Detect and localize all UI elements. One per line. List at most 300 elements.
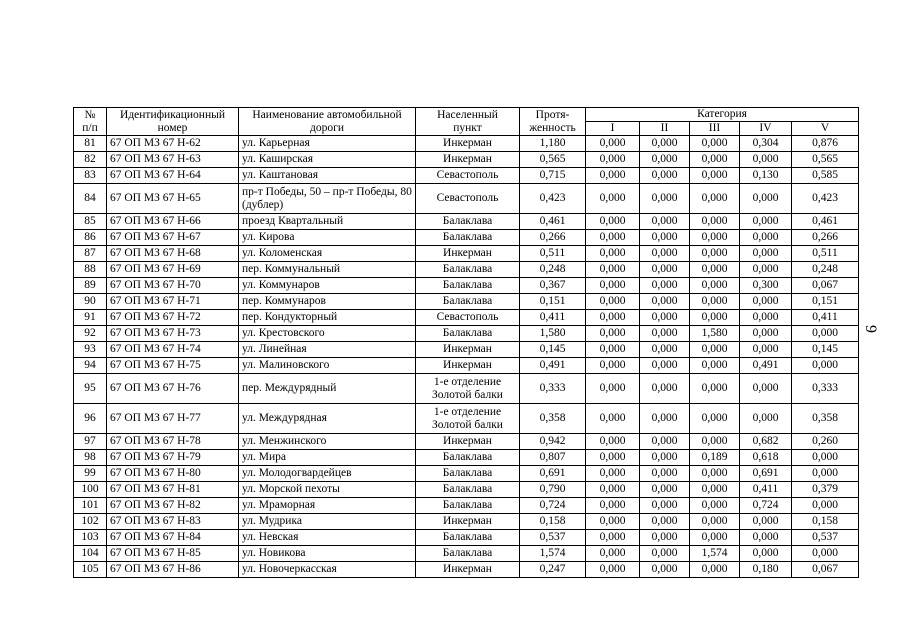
category-iii-cell: 0,000 <box>690 498 740 514</box>
length-cell: 0,358 <box>520 404 586 434</box>
settlement-cell: Инкерман <box>416 562 520 578</box>
table-row <box>74 326 859 342</box>
row-number-cell: 95 <box>74 374 107 404</box>
settlement-cell: Балаклава <box>416 482 520 498</box>
row-number-cell: 92 <box>74 326 107 342</box>
category-v-cell: 0,423 <box>792 184 859 214</box>
table-row <box>74 214 859 230</box>
category-v-cell: 0,248 <box>792 262 859 278</box>
category-ii-cell: 0,000 <box>640 404 690 434</box>
category-iii-cell: 0,000 <box>690 530 740 546</box>
road-name-cell: ул. Коломенская <box>239 246 416 262</box>
header-category-iv: IV <box>740 122 792 136</box>
settlement-cell: Севастополь <box>416 168 520 184</box>
row-number-cell: 97 <box>74 434 107 450</box>
table-row <box>74 434 859 450</box>
category-i-cell: 0,000 <box>586 214 640 230</box>
row-number-cell: 94 <box>74 358 107 374</box>
category-v-cell: 0,876 <box>792 136 859 152</box>
category-i-cell: 0,000 <box>586 278 640 294</box>
table-row <box>74 450 859 466</box>
road-name-cell: ул. Каштановая <box>239 168 416 184</box>
header-settlement-line2: пункт <box>453 121 482 134</box>
road-name-cell: ул. Карьерная <box>239 136 416 152</box>
header-category-ii: II <box>640 122 690 136</box>
settlement-cell: Инкерман <box>416 246 520 262</box>
road-name-cell: ул. Новикова <box>239 546 416 562</box>
table-row <box>74 136 859 152</box>
road-name-cell: пер. Коммунаров <box>239 294 416 310</box>
table-row <box>74 546 859 562</box>
category-v-cell: 0,461 <box>792 214 859 230</box>
category-i-cell: 0,000 <box>586 136 640 152</box>
category-v-cell: 0,411 <box>792 310 859 326</box>
length-cell: 0,367 <box>520 278 586 294</box>
category-ii-cell: 0,000 <box>640 498 690 514</box>
row-number-cell: 105 <box>74 562 107 578</box>
length-cell: 0,248 <box>520 262 586 278</box>
road-name-cell: проезд Квартальный <box>239 214 416 230</box>
row-number-cell: 99 <box>74 466 107 482</box>
row-number-cell: 90 <box>74 294 107 310</box>
road-id-cell: 67 ОП МЗ 67 Н-85 <box>107 546 239 562</box>
settlement-cell: Балаклава <box>416 326 520 342</box>
category-iv-cell: 0,000 <box>740 404 792 434</box>
category-iii-cell: 1,580 <box>690 326 740 342</box>
category-ii-cell: 0,000 <box>640 326 690 342</box>
category-iv-cell: 0,682 <box>740 434 792 450</box>
settlement-cell: Балаклава <box>416 466 520 482</box>
category-iv-cell: 0,304 <box>740 136 792 152</box>
road-name-cell: ул. Крестовского <box>239 326 416 342</box>
category-iii-cell: 0,000 <box>690 342 740 358</box>
header-length-line2: женность <box>529 121 576 134</box>
row-number-cell: 98 <box>74 450 107 466</box>
category-iv-cell: 0,300 <box>740 278 792 294</box>
header-category-i: I <box>586 122 640 136</box>
road-name-cell: ул. Линейная <box>239 342 416 358</box>
settlement-cell: Балаклава <box>416 530 520 546</box>
length-cell: 0,333 <box>520 374 586 404</box>
length-cell: 0,724 <box>520 498 586 514</box>
category-iv-cell: 0,000 <box>740 374 792 404</box>
row-number-cell: 86 <box>74 230 107 246</box>
road-name-cell: ул. Невская <box>239 530 416 546</box>
category-v-cell: 0,000 <box>792 326 859 342</box>
category-iv-cell: 0,411 <box>740 482 792 498</box>
row-number-cell: 91 <box>74 310 107 326</box>
road-id-cell: 67 ОП МЗ 67 Н-86 <box>107 562 239 578</box>
category-i-cell: 0,000 <box>586 434 640 450</box>
length-cell: 0,145 <box>520 342 586 358</box>
length-cell: 0,715 <box>520 168 586 184</box>
category-iii-cell: 0,000 <box>690 514 740 530</box>
settlement-cell: Инкерман <box>416 434 520 450</box>
road-id-cell: 67 ОП МЗ 67 Н-66 <box>107 214 239 230</box>
row-number-cell: 87 <box>74 246 107 262</box>
category-i-cell: 0,000 <box>586 342 640 358</box>
category-ii-cell: 0,000 <box>640 262 690 278</box>
category-v-cell: 0,511 <box>792 246 859 262</box>
category-iv-cell: 0,000 <box>740 246 792 262</box>
category-iv-cell: 0,000 <box>740 342 792 358</box>
row-number-cell: 101 <box>74 498 107 514</box>
category-iv-cell: 0,000 <box>740 326 792 342</box>
length-cell: 0,247 <box>520 562 586 578</box>
settlement-cell: Инкерман <box>416 514 520 530</box>
category-iii-cell: 0,000 <box>690 136 740 152</box>
category-iii-cell: 1,574 <box>690 546 740 562</box>
category-i-cell: 0,000 <box>586 482 640 498</box>
road-id-cell: 67 ОП МЗ 67 Н-65 <box>107 184 239 214</box>
table-row <box>74 530 859 546</box>
settlement-cell: Инкерман <box>416 358 520 374</box>
category-ii-cell: 0,000 <box>640 482 690 498</box>
table-row <box>74 246 859 262</box>
road-id-cell: 67 ОП МЗ 67 Н-72 <box>107 310 239 326</box>
header-number-line2: п/п <box>82 121 98 134</box>
road-id-cell: 67 ОП МЗ 67 Н-77 <box>107 404 239 434</box>
road-id-cell: 67 ОП МЗ 67 Н-75 <box>107 358 239 374</box>
road-name-cell: пр-т Победы, 50 – пр-т Победы, 80 (дублер) <box>239 184 416 214</box>
road-id-cell: 67 ОП МЗ 67 Н-76 <box>107 374 239 404</box>
category-ii-cell: 0,000 <box>640 214 690 230</box>
row-number-cell: 100 <box>74 482 107 498</box>
category-i-cell: 0,000 <box>586 514 640 530</box>
table-row <box>74 310 859 326</box>
road-id-cell: 67 ОП МЗ 67 Н-71 <box>107 294 239 310</box>
table-body <box>74 136 859 578</box>
category-iv-cell: 0,000 <box>740 230 792 246</box>
roads-table <box>73 107 859 578</box>
category-i-cell: 0,000 <box>586 358 640 374</box>
length-cell: 0,461 <box>520 214 586 230</box>
category-iii-cell: 0,000 <box>690 562 740 578</box>
length-cell: 1,580 <box>520 326 586 342</box>
category-iii-cell: 0,000 <box>690 358 740 374</box>
category-ii-cell: 0,000 <box>640 358 690 374</box>
row-number-cell: 102 <box>74 514 107 530</box>
road-name-cell: ул. Кирова <box>239 230 416 246</box>
road-id-cell: 67 ОП МЗ 67 Н-64 <box>107 168 239 184</box>
category-v-cell: 0,000 <box>792 450 859 466</box>
category-v-cell: 0,000 <box>792 498 859 514</box>
road-name-cell: ул. Мраморная <box>239 498 416 514</box>
category-v-cell: 0,000 <box>792 546 859 562</box>
category-iv-cell: 0,000 <box>740 546 792 562</box>
category-iii-cell: 0,000 <box>690 230 740 246</box>
category-ii-cell: 0,000 <box>640 374 690 404</box>
table-header <box>74 108 859 136</box>
road-id-cell: 67 ОП МЗ 67 Н-67 <box>107 230 239 246</box>
settlement-cell: Балаклава <box>416 262 520 278</box>
road-name-cell: ул. Молодогвардейцев <box>239 466 416 482</box>
road-id-cell: 67 ОП МЗ 67 Н-83 <box>107 514 239 530</box>
road-id-cell: 67 ОП МЗ 67 Н-74 <box>107 342 239 358</box>
row-number-cell: 81 <box>74 136 107 152</box>
page-number: 9 <box>862 325 879 333</box>
row-number-cell: 103 <box>74 530 107 546</box>
table-row <box>74 482 859 498</box>
category-iv-cell: 0,180 <box>740 562 792 578</box>
road-name-cell: ул. Новочеркасская <box>239 562 416 578</box>
category-v-cell: 0,266 <box>792 230 859 246</box>
road-id-cell: 67 ОП МЗ 67 Н-84 <box>107 530 239 546</box>
length-cell: 1,574 <box>520 546 586 562</box>
length-cell: 0,807 <box>520 450 586 466</box>
road-name-cell: ул. Морской пехоты <box>239 482 416 498</box>
category-v-cell: 0,260 <box>792 434 859 450</box>
settlement-cell: 1-е отделение Золотой балки <box>416 404 520 434</box>
road-id-cell: 67 ОП МЗ 67 Н-69 <box>107 262 239 278</box>
category-ii-cell: 0,000 <box>640 562 690 578</box>
category-iv-cell: 0,000 <box>740 530 792 546</box>
category-ii-cell: 0,000 <box>640 342 690 358</box>
header-id-line1: Идентификационный <box>120 108 225 121</box>
category-ii-cell: 0,000 <box>640 168 690 184</box>
row-number-cell: 104 <box>74 546 107 562</box>
category-iii-cell: 0,000 <box>690 310 740 326</box>
category-v-cell: 0,067 <box>792 278 859 294</box>
road-name-cell: ул. Мудрика <box>239 514 416 530</box>
table-row <box>74 168 859 184</box>
length-cell: 0,790 <box>520 482 586 498</box>
category-iii-cell: 0,000 <box>690 374 740 404</box>
settlement-cell: Инкерман <box>416 152 520 168</box>
category-v-cell: 0,333 <box>792 374 859 404</box>
settlement-cell: 1-е отделение Золотой балки <box>416 374 520 404</box>
category-i-cell: 0,000 <box>586 246 640 262</box>
category-i-cell: 0,000 <box>586 184 640 214</box>
category-ii-cell: 0,000 <box>640 450 690 466</box>
category-iv-cell: 0,618 <box>740 450 792 466</box>
category-ii-cell: 0,000 <box>640 546 690 562</box>
category-iv-cell: 0,000 <box>740 184 792 214</box>
settlement-cell: Севастополь <box>416 310 520 326</box>
road-id-cell: 67 ОП МЗ 67 Н-73 <box>107 326 239 342</box>
category-ii-cell: 0,000 <box>640 530 690 546</box>
category-ii-cell: 0,000 <box>640 278 690 294</box>
length-cell: 0,565 <box>520 152 586 168</box>
road-name-cell: ул. Коммунаров <box>239 278 416 294</box>
table-row <box>74 562 859 578</box>
road-id-cell: 67 ОП МЗ 67 Н-82 <box>107 498 239 514</box>
category-i-cell: 0,000 <box>586 310 640 326</box>
length-cell: 1,180 <box>520 136 586 152</box>
header-road-name <box>239 108 416 136</box>
road-id-cell: 67 ОП МЗ 67 Н-79 <box>107 450 239 466</box>
category-iii-cell: 0,000 <box>690 214 740 230</box>
category-i-cell: 0,000 <box>586 530 640 546</box>
road-name-cell: ул. Каширская <box>239 152 416 168</box>
table-row <box>74 358 859 374</box>
settlement-cell: Балаклава <box>416 546 520 562</box>
road-id-cell: 67 ОП МЗ 67 Н-63 <box>107 152 239 168</box>
settlement-cell: Балаклава <box>416 230 520 246</box>
length-cell: 0,158 <box>520 514 586 530</box>
category-ii-cell: 0,000 <box>640 136 690 152</box>
length-cell: 0,511 <box>520 246 586 262</box>
category-ii-cell: 0,000 <box>640 230 690 246</box>
header-number <box>74 108 107 136</box>
header-length-line1: Протя- <box>535 108 570 121</box>
category-iii-cell: 0,000 <box>690 278 740 294</box>
table-row <box>74 184 859 214</box>
row-number-cell: 83 <box>74 168 107 184</box>
settlement-cell: Севастополь <box>416 184 520 214</box>
road-name-cell: ул. Малиновского <box>239 358 416 374</box>
row-number-cell: 96 <box>74 404 107 434</box>
table-row <box>74 342 859 358</box>
settlement-cell: Балаклава <box>416 214 520 230</box>
row-number-cell: 84 <box>74 184 107 214</box>
length-cell: 0,266 <box>520 230 586 246</box>
category-v-cell: 0,000 <box>792 466 859 482</box>
category-iv-cell: 0,691 <box>740 466 792 482</box>
category-iv-cell: 0,491 <box>740 358 792 374</box>
category-iii-cell: 0,000 <box>690 294 740 310</box>
header-category: Категория <box>586 108 859 122</box>
category-v-cell: 0,537 <box>792 530 859 546</box>
table-row <box>74 466 859 482</box>
table-row <box>74 262 859 278</box>
settlement-cell: Инкерман <box>416 342 520 358</box>
category-iv-cell: 0,000 <box>740 514 792 530</box>
category-i-cell: 0,000 <box>586 168 640 184</box>
category-i-cell: 0,000 <box>586 152 640 168</box>
length-cell: 0,151 <box>520 294 586 310</box>
header-road-name-line2: дороги <box>310 121 344 134</box>
length-cell: 0,537 <box>520 530 586 546</box>
category-iii-cell: 0,000 <box>690 466 740 482</box>
road-id-cell: 67 ОП МЗ 67 Н-68 <box>107 246 239 262</box>
category-i-cell: 0,000 <box>586 562 640 578</box>
category-v-cell: 0,565 <box>792 152 859 168</box>
category-iv-cell: 0,000 <box>740 214 792 230</box>
category-v-cell: 0,145 <box>792 342 859 358</box>
settlement-cell: Инкерман <box>416 136 520 152</box>
category-iii-cell: 0,000 <box>690 434 740 450</box>
category-i-cell: 0,000 <box>586 230 640 246</box>
category-ii-cell: 0,000 <box>640 434 690 450</box>
category-iii-cell: 0,000 <box>690 246 740 262</box>
header-id <box>107 108 239 136</box>
road-id-cell: 67 ОП МЗ 67 Н-62 <box>107 136 239 152</box>
row-number-cell: 89 <box>74 278 107 294</box>
category-iii-cell: 0,000 <box>690 168 740 184</box>
category-i-cell: 0,000 <box>586 546 640 562</box>
category-iv-cell: 0,000 <box>740 310 792 326</box>
table-row <box>74 152 859 168</box>
category-ii-cell: 0,000 <box>640 310 690 326</box>
length-cell: 0,491 <box>520 358 586 374</box>
category-iii-cell: 0,000 <box>690 482 740 498</box>
category-v-cell: 0,151 <box>792 294 859 310</box>
category-iii-cell: 0,000 <box>690 152 740 168</box>
header-number-line1: № <box>84 108 96 121</box>
category-i-cell: 0,000 <box>586 450 640 466</box>
table-row <box>74 374 859 404</box>
category-iii-cell: 0,000 <box>690 404 740 434</box>
header-settlement-line1: Населенный <box>437 108 498 121</box>
road-name-cell: пер. Междурядный <box>239 374 416 404</box>
category-ii-cell: 0,000 <box>640 184 690 214</box>
category-iv-cell: 0,000 <box>740 262 792 278</box>
road-name-cell: пер. Коммунальный <box>239 262 416 278</box>
row-number-cell: 93 <box>74 342 107 358</box>
row-number-cell: 85 <box>74 214 107 230</box>
table-row <box>74 498 859 514</box>
category-i-cell: 0,000 <box>586 326 640 342</box>
category-i-cell: 0,000 <box>586 374 640 404</box>
category-v-cell: 0,379 <box>792 482 859 498</box>
category-ii-cell: 0,000 <box>640 294 690 310</box>
header-category-iii: III <box>690 122 740 136</box>
category-iv-cell: 0,130 <box>740 168 792 184</box>
settlement-cell: Балаклава <box>416 450 520 466</box>
category-iv-cell: 0,000 <box>740 152 792 168</box>
category-i-cell: 0,000 <box>586 404 640 434</box>
category-iii-cell: 0,189 <box>690 450 740 466</box>
table-row <box>74 230 859 246</box>
length-cell: 0,942 <box>520 434 586 450</box>
settlement-cell: Балаклава <box>416 294 520 310</box>
settlement-cell: Балаклава <box>416 278 520 294</box>
header-category-v: V <box>792 122 859 136</box>
category-i-cell: 0,000 <box>586 262 640 278</box>
road-name-cell: ул. Мира <box>239 450 416 466</box>
category-v-cell: 0,585 <box>792 168 859 184</box>
table-row <box>74 404 859 434</box>
category-i-cell: 0,000 <box>586 294 640 310</box>
road-id-cell: 67 ОП МЗ 67 Н-81 <box>107 482 239 498</box>
category-iv-cell: 0,000 <box>740 294 792 310</box>
length-cell: 0,691 <box>520 466 586 482</box>
road-name-cell: ул. Менжинского <box>239 434 416 450</box>
header-settlement <box>416 108 520 136</box>
category-v-cell: 0,000 <box>792 358 859 374</box>
category-ii-cell: 0,000 <box>640 152 690 168</box>
road-id-cell: 67 ОП МЗ 67 Н-70 <box>107 278 239 294</box>
table-row <box>74 278 859 294</box>
category-iii-cell: 0,000 <box>690 262 740 278</box>
header-length <box>520 108 586 136</box>
road-id-cell: 67 ОП МЗ 67 Н-78 <box>107 434 239 450</box>
length-cell: 0,423 <box>520 184 586 214</box>
category-v-cell: 0,067 <box>792 562 859 578</box>
category-ii-cell: 0,000 <box>640 246 690 262</box>
length-cell: 0,411 <box>520 310 586 326</box>
category-iii-cell: 0,000 <box>690 184 740 214</box>
header-road-name-line1: Наименование автомобильной <box>252 108 402 121</box>
table-row <box>74 514 859 530</box>
row-number-cell: 82 <box>74 152 107 168</box>
settlement-cell: Балаклава <box>416 498 520 514</box>
row-number-cell: 88 <box>74 262 107 278</box>
category-iv-cell: 0,724 <box>740 498 792 514</box>
category-i-cell: 0,000 <box>586 466 640 482</box>
table-row <box>74 294 859 310</box>
category-v-cell: 0,358 <box>792 404 859 434</box>
category-ii-cell: 0,000 <box>640 514 690 530</box>
road-name-cell: пер. Кондукторный <box>239 310 416 326</box>
category-i-cell: 0,000 <box>586 498 640 514</box>
header-id-line2: номер <box>157 121 188 134</box>
road-name-cell: ул. Междурядная <box>239 404 416 434</box>
category-ii-cell: 0,000 <box>640 466 690 482</box>
category-v-cell: 0,158 <box>792 514 859 530</box>
road-id-cell: 67 ОП МЗ 67 Н-80 <box>107 466 239 482</box>
